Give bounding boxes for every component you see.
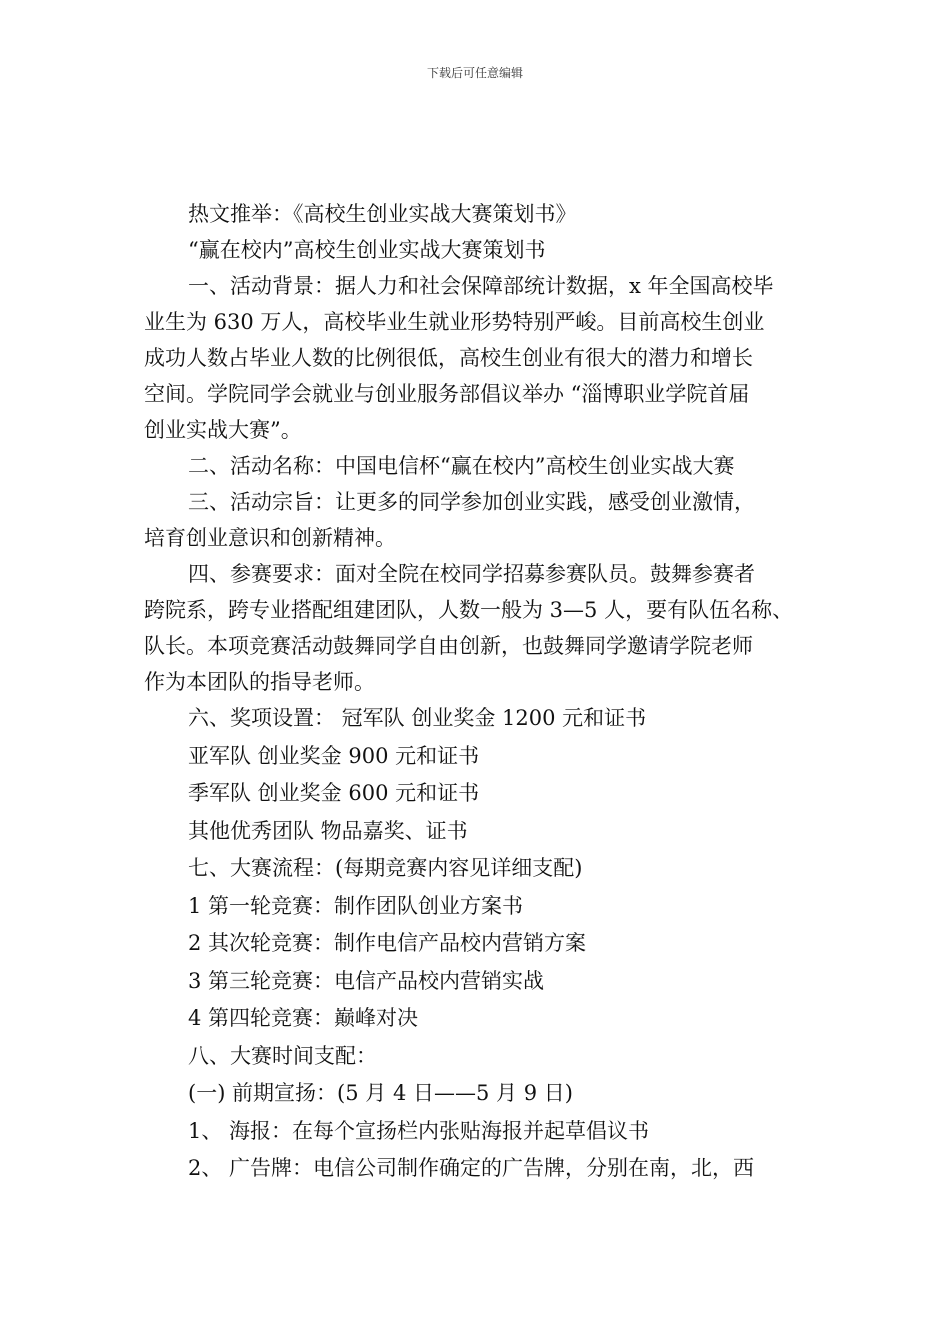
paragraph-line: 成功人数占毕业人数的比例很低，高校生创业有很大的潜力和增长 bbox=[144, 346, 753, 370]
process-heading: 七、大赛流程：(每期竞赛内容见详细支配) bbox=[188, 856, 583, 880]
award-item: 其他优秀团队 物品嘉奖、证书 bbox=[188, 818, 468, 843]
paragraph-line: 业生为 630 万人，高校毕业生就业形势特别严峻。目前高校生创业 bbox=[144, 310, 765, 334]
schedule-item: 1、 海报：在每个宣扬栏内张贴海报并起草倡议书 bbox=[188, 1118, 650, 1143]
paragraph-line: 培育创业意识和创新精神。 bbox=[144, 526, 396, 550]
document-body bbox=[144, 196, 814, 1188]
recommend-line: 热文推举：《高校生创业实战大赛策划书》 bbox=[188, 202, 577, 226]
schedule-heading: 八、大赛时间支配： bbox=[188, 1043, 377, 1068]
page-header: 下载后可任意编辑 bbox=[426, 66, 523, 80]
schedule-item: 2、 广告牌：电信公司制作确定的广告牌，分别在南，北，西 bbox=[188, 1156, 755, 1180]
award-item: 亚军队 创业奖金 900 元和证书 bbox=[188, 743, 480, 768]
paragraph-line: 作为本团队的指导老师。 bbox=[144, 670, 375, 694]
paragraph-line: 队长。本项竞赛活动鼓舞同学自由创新，也鼓舞同学邀请学院老师 bbox=[144, 634, 753, 658]
award-item: 季军队 创业奖金 600 元和证书 bbox=[188, 781, 480, 805]
process-item: 4 第四轮竞赛：巅峰对决 bbox=[188, 1006, 419, 1030]
paragraph-line: 创业实战大赛”。 bbox=[144, 418, 302, 442]
doc-title: “赢在校内”高校生创业实战大赛策划书 bbox=[188, 238, 546, 262]
paragraph-line: 空间。学院同学会就业与创业服务部倡议举办 “淄博职业学院首届 bbox=[144, 382, 750, 406]
schedule-item: (一) 前期宣扬：(5 月 4 日——5 月 9 日) bbox=[188, 1081, 573, 1105]
process-item: 3 第三轮竞赛：电信产品校内营销实战 bbox=[188, 968, 545, 993]
paragraph-background: 一、活动背景：据人力和社会保障部统计数据，x 年全国高校毕 bbox=[188, 274, 774, 298]
paragraph-name: 二、活动名称：中国电信杯“赢在校内”高校生创业实战大赛 bbox=[188, 454, 735, 478]
paragraph-requirements: 四、参赛要求：面对全院在校同学招募参赛队员。鼓舞参赛者 bbox=[188, 562, 755, 586]
process-item: 1 第一轮竞赛：制作团队创业方案书 bbox=[188, 893, 524, 918]
paragraph-purpose: 三、活动宗旨：让更多的同学参加创业实践，感受创业激情， bbox=[188, 490, 755, 514]
process-item: 2 其次轮竞赛：制作电信产品校内营销方案 bbox=[188, 931, 587, 955]
paragraph-line: 跨院系，跨专业搭配组建团队，人数一般为 3—5 人，要有队伍名称、 bbox=[144, 598, 794, 622]
awards-heading: 六、奖项设置： 冠军队 创业奖金 1200 元和证书 bbox=[188, 706, 647, 730]
